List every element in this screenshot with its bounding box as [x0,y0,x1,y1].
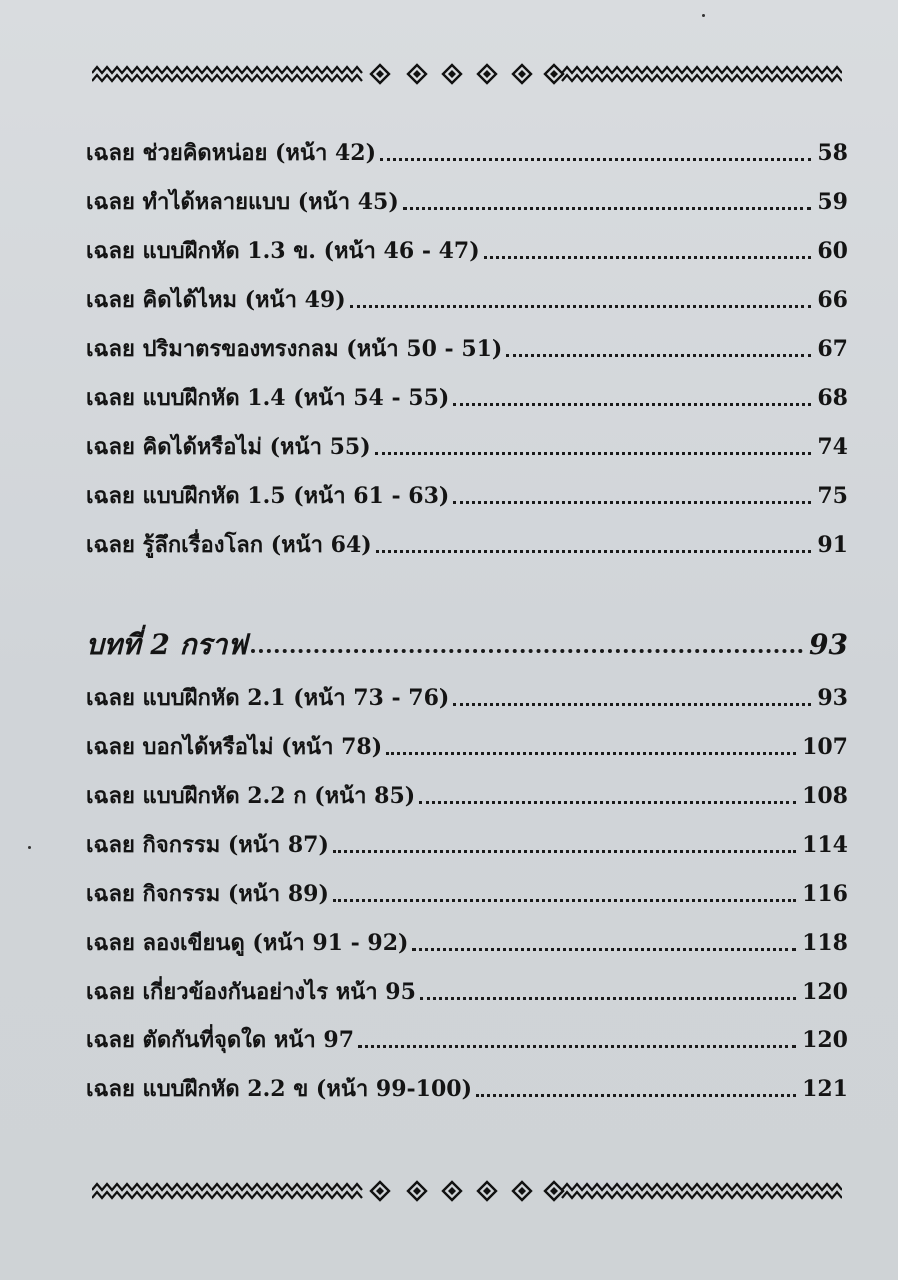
diamond-core [448,1187,456,1195]
toc-entry-label: เฉลย แบบฝึกหัด 1.3 ข. (หน้า 46 - 47) [86,238,480,264]
dot-leader [453,402,811,406]
diamond-core [518,1187,526,1195]
toc-entry [86,722,848,762]
dot-leader [350,304,812,308]
toc-entry-label: เฉลย กิจกรรม (หน้า 87) [86,832,329,858]
ornament-border-icon [92,63,842,85]
toc-entry [86,1015,848,1055]
diamond-core [550,1187,558,1195]
print-speck [28,846,31,849]
toc-entry [86,128,848,168]
toc-entry-label: เฉลย แบบฝึกหัด 1.4 (หน้า 54 - 55) [86,385,450,411]
decorative-border-bottom [92,1180,842,1202]
diamond-core [448,70,456,78]
ornament-border-icon [92,1180,842,1202]
toc-entry [86,373,848,413]
toc-entry-label: เฉลย กิจกรรม (หน้า 89) [86,881,329,907]
toc-entry-label: เฉลย เกี่ยวข้องกันอย่างไร หน้า 95 [86,979,416,1005]
dot-leader [333,898,796,902]
zigzag-stroke [562,1192,842,1198]
toc-entry [86,1064,848,1104]
toc-chapter-heading [86,616,848,662]
diamond-core [413,1187,421,1195]
dot-leader [375,451,812,455]
toc-entry [86,520,848,560]
toc-entry [86,226,848,266]
toc-entry-page: 58 [817,140,848,166]
toc-entry-label: เฉลย แบบฝึกหัด 2.1 (หน้า 73 - 76) [86,685,450,711]
toc-entry-label: เฉลย คิดได้หรือไม่ (หน้า 55) [86,434,371,460]
dot-leader [358,1044,796,1048]
toc-entry-page: 68 [817,385,848,411]
dot-leader [419,800,796,804]
toc-entry-label: เฉลย ลองเขียนดู (หน้า 91 - 92) [86,930,409,956]
diamond-core [483,70,491,78]
toc-entry-page: 116 [802,881,848,907]
toc-entry [86,324,848,364]
dot-leader [453,500,811,504]
dot-leader [506,353,811,357]
dot-leader [484,255,812,259]
toc-entry-label: เฉลย คิดได้ไหม (หน้า 49) [86,287,346,313]
toc-entry [86,673,848,713]
toc-entry-page: 114 [802,832,848,858]
toc-entry [86,771,848,811]
toc-entry-page: 91 [817,532,848,558]
toc-entry [86,820,848,860]
dot-leader [453,702,811,706]
diamond-core [413,70,421,78]
toc-entry [86,422,848,462]
zigzag-stroke [92,75,362,81]
toc-entry-page: 107 [802,734,848,760]
toc-entry [86,869,848,909]
diamond-core [550,70,558,78]
toc-entry-page: 60 [817,238,848,264]
dot-leader [251,648,803,653]
dot-leader [333,849,796,853]
toc-entry-page: 66 [817,287,848,313]
zigzag-stroke [92,67,362,73]
toc-entry [86,275,848,315]
toc-entry [86,918,848,958]
toc-entry [86,967,848,1007]
chapter-title: บทที่ 2 กราฟ [86,628,248,661]
dot-leader [412,947,796,951]
toc-entry-page: 74 [817,434,848,460]
chapter-page: 93 [809,628,848,661]
dot-leader [403,206,812,210]
toc-entry-label: เฉลย แบบฝึกหัด 2.2 ก (หน้า 85) [86,783,416,809]
toc-entry-label: เฉลย ทำได้หลายแบบ (หน้า 45) [86,189,399,215]
toc-entry-label: เฉลย แบบฝึกหัด 2.2 ข (หน้า 99-100) [86,1076,472,1102]
dot-leader [376,549,812,553]
toc-entry-page: 75 [817,483,848,509]
dot-leader [420,996,796,1000]
toc-entry-page: 120 [802,979,848,1005]
dot-leader [380,157,811,161]
diamond-core [483,1187,491,1195]
toc-entry-label: เฉลย ตัดกันที่จุดใด หน้า 97 [86,1027,355,1053]
print-speck [702,14,705,17]
toc-entry [86,177,848,217]
toc-entry-page: 118 [802,930,848,956]
toc-entry-page: 108 [802,783,848,809]
toc-entry-label: เฉลย รู้ลึกเรื่องโลก (หน้า 64) [86,532,372,558]
zigzag-stroke [562,75,842,81]
toc-entry-page: 121 [802,1076,848,1102]
zigzag-stroke [562,1184,842,1190]
toc-entry-page: 120 [802,1027,848,1053]
toc-entry-page: 93 [817,685,848,711]
diamond-core [376,70,384,78]
dot-leader [476,1093,796,1097]
zigzag-stroke [92,1192,362,1198]
zigzag-stroke [92,1184,362,1190]
dot-leader [386,751,796,755]
toc-entry-label: เฉลย ปริมาตรของทรงกลม (หน้า 50 - 51) [86,336,503,362]
toc-entry-label: เฉลย ช่วยคิดหน่อย (หน้า 42) [86,140,377,166]
diamond-core [376,1187,384,1195]
zigzag-stroke [562,67,842,73]
toc-entry-label: เฉลย บอกได้หรือไม่ (หน้า 78) [86,734,383,760]
toc-entry [86,471,848,511]
toc-entry-page: 59 [817,189,848,215]
toc-entry-label: เฉลย แบบฝึกหัด 1.5 (หน้า 61 - 63) [86,483,450,509]
toc-entry-page: 67 [817,336,848,362]
decorative-border-top [92,63,842,85]
diamond-core [518,70,526,78]
